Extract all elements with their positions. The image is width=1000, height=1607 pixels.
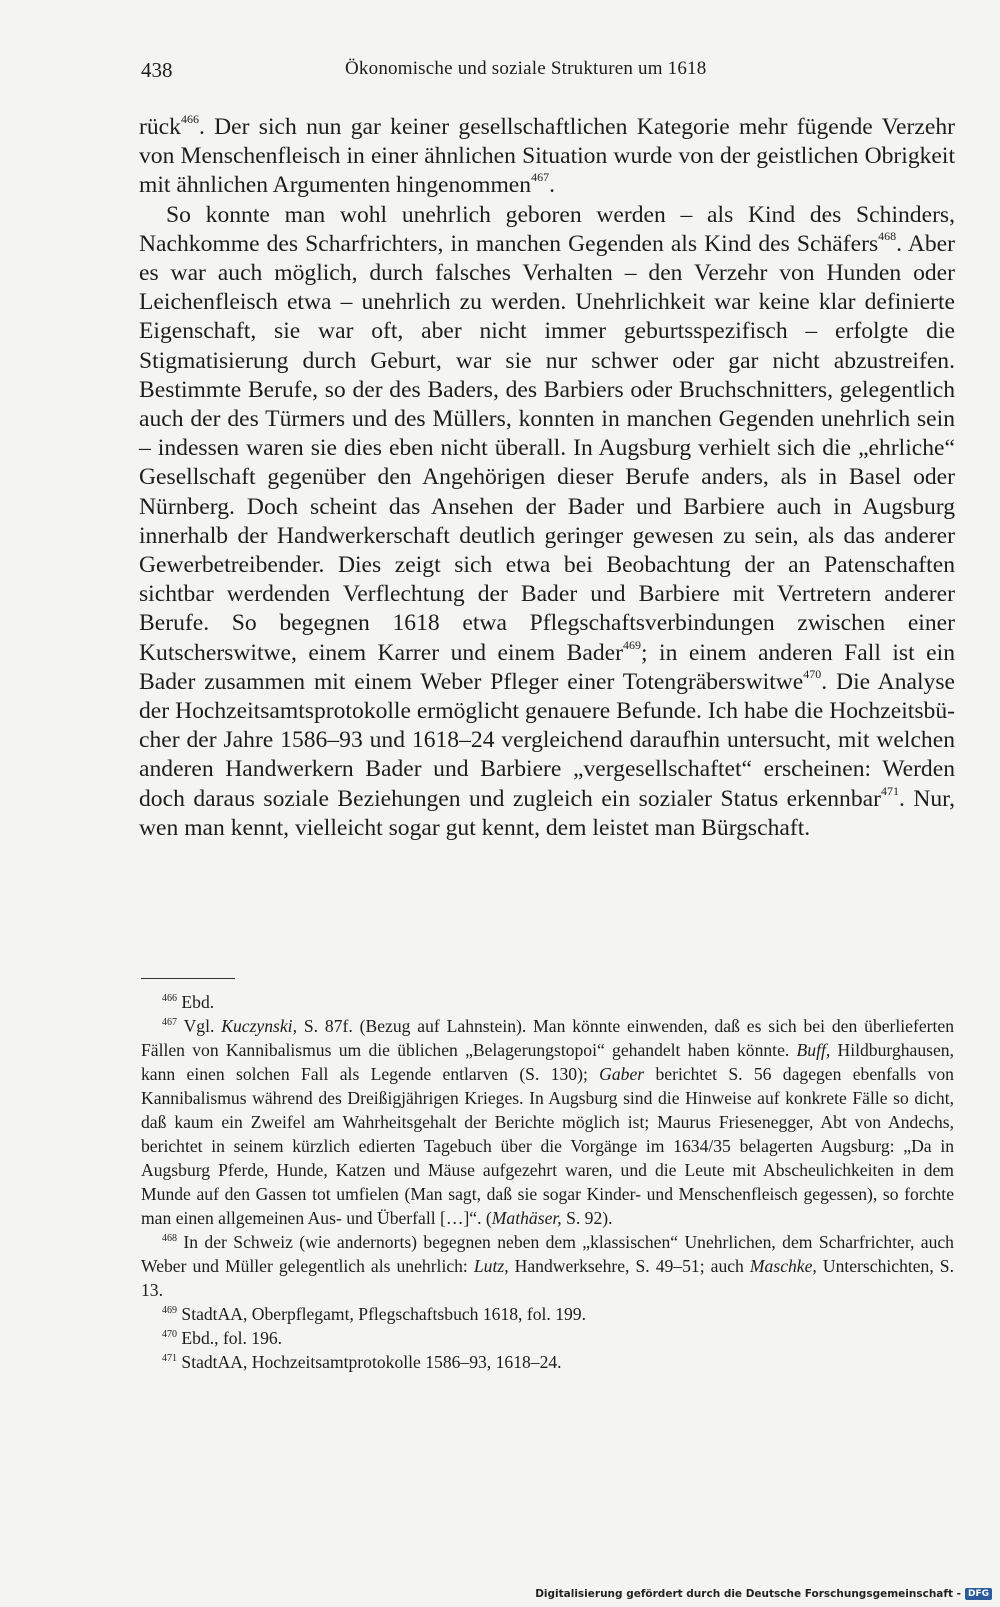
dfg-logo-icon: DFG xyxy=(965,1588,992,1600)
text-run: ; in einem anderen Fall ist ein Bader zusammen mit einem Weber Pfleger einer Totengräberswitwe xyxy=(139,639,955,695)
paragraph-1 xyxy=(139,113,955,201)
page-number: 438 xyxy=(141,58,173,82)
text-run: . Die Analyse der Hochzeitsamtsprotokolle ermöglicht genauere Befunde. Ich habe die Hochzeitsbücher der Jahre 1586–93 und 1618–24 vergleichend daraufhin untersucht, mit welchen anderen Handwerkern Bader und Barbiere „vergesellschaftet“ erscheinen: Werden doch daraus soziale Beziehungen und zugleich ein sozialer Status erkennbar xyxy=(139,668,955,812)
footnote-ref: 470 xyxy=(803,666,822,681)
footnotes xyxy=(141,990,954,1374)
footnote-number: 467 xyxy=(162,1017,177,1028)
text-run: . Der sich nun gar keiner gesellschaftlichen Kategorie mehr fügende Verzehr von Menschenfleisch in einer ähnlichen Situation wurde von der geistlichen Obrigkeit mit ähnlichen Argumenten hingenommen xyxy=(139,114,955,199)
footnote-471 xyxy=(141,1350,954,1374)
footnote-number: 471 xyxy=(162,1353,177,1364)
text-run: . Aber es war auch möglich, durch falsches Verhalten – den Verzehr von Hunden oder Leichenfleisch etwa – unehrlich zu werden. Unehrlichkeit war keine klar definierte Eigenschaft, sie war oft, aber nicht immer geburtsspezifisch – erfolgte die Stigmatisierung durch Geburt, war sie nur schwer oder gar nicht abzustreifen. Bestimmte Berufe, so der des Baders, des Barbiers oder Bruchschnitters, gelegentlich auch der des Türmers und des Müllers, konnten in manchen Gegenden unehrlich sein – indessen waren sie dies eben nicht überall. In Augsburg verhielt sich die „ehrliche“ Gesellschaft gegenüber den Angehörigen dieser Berufe anders, als in Basel oder Nürnberg. Doch scheint das Ansehen der Bader und Barbiere auch in Augsburg innerhalb der Handwerkerschaft deutlich geringer gewesen zu sein, als das anderer Gewerbetreibender. Dies zeigt sich etwa bei Beobachtung der an Patenschaften sichtbar werdenden Verflechtung der Bader und Barbiere mit Vertretern anderer Berufe. So begegnen 1618 etwa Pflegschaftsverbindungen zwischen einer Kutscherswitwe, einem Karrer und einem Bader xyxy=(139,230,955,666)
page-header xyxy=(141,58,941,88)
author-citation: Kuczynski, xyxy=(221,1016,297,1036)
footnote-text: Unterschichten, S. 13. xyxy=(141,1256,954,1300)
author-citation: Maschke, xyxy=(749,1256,817,1276)
text-run: rück xyxy=(139,114,181,140)
footnote-text: Ebd., fol. 196. xyxy=(181,1328,283,1348)
footnote-text: Ebd. xyxy=(181,992,215,1012)
footnote-number: 470 xyxy=(162,1329,177,1340)
running-title: Ökonomische und soziale Strukturen um 1618 xyxy=(345,58,707,79)
footnote-number: 469 xyxy=(162,1305,177,1316)
footnote-ref: 471 xyxy=(880,783,899,798)
author-citation: Lutz, xyxy=(473,1256,509,1276)
author-citation: Gaber xyxy=(599,1064,645,1084)
footnote-text: In der Schweiz (wie andernorts) begegnen neben dem „klassischen“ Unehrlichen, dem Scharfrichter, auch Weber und Müller gelegentlich als unehrlich: xyxy=(141,1232,954,1276)
footnote-text: Vgl. xyxy=(183,1016,222,1036)
text-run: So konnte man wohl unehrlich geboren werden – als Kind des Schinders, Nachkomme des Scharfrichters, in manchen Gegenden als Kind des Schäfers xyxy=(139,201,955,257)
footnote-number: 466 xyxy=(162,993,177,1004)
footnote-text: StadtAA, Hochzeitsamtprotokolle 1586–93, 1618–24. xyxy=(181,1352,562,1372)
body-text xyxy=(139,113,955,843)
credit-text: Digitalisierung gefördert durch die Deutsche Forschungsgemeinschaft - xyxy=(535,1588,961,1600)
text-run: . Nur, wen man kennt, vielleicht sogar gut kennt, dem leistet man Bürgschaft. xyxy=(139,785,955,841)
footnote-ref: 469 xyxy=(622,637,641,652)
footnote-text: S. 87f. (Bezug auf Lahnstein). Man könnte einwenden, daß es sich bei den überlieferten Fällen von Kannibalismus um die üblichen „Belagerungstopoi“ gehandelt haben könnte. xyxy=(141,1016,955,1060)
footnote-468 xyxy=(141,1230,954,1302)
paragraph-2 xyxy=(139,201,955,843)
digitization-credit xyxy=(535,1588,992,1600)
footnote-ref: 467 xyxy=(531,170,550,185)
footnote-469 xyxy=(141,1302,954,1326)
footnote-text: berichtet S. 56 dagegen ebenfalls von Kannibalismus während des Dreißigjährigen Krieges. In Augsburg sind die Hinweise auf konkrete Fälle so dicht, daß kaum ein Zweifel am Wahrheitsgehalt der Berichte möglich ist; Maurus Friesenegger, Abt von Andechs, berichtet in seinem kürzlich edierten Tagebuch über die Vorgänge im 1634/35 belagerten Augsburg: „Da in Augsburg Pferde, Hunde, Katzen und Mäuse aufgezehrt waren, und die Leute mit Abscheulichkeiten in dem Munde auf den Gassen tot umfielen (Man sagt, daß sie sogar Kinder- und Menschenfleisch gegessen), so forchte man einen allgemeinen Aus- und Überfall […]“. ( xyxy=(141,1064,954,1228)
footnote-text: S. 92). xyxy=(561,1208,613,1228)
footnote-ref: 466 xyxy=(180,112,199,126)
footnote-text: Handwerksehre, S. 49–51; auch xyxy=(508,1256,750,1276)
footnote-text: Hildburghausen, kann einen solchen Fall als Legende entlarven (S. 130); xyxy=(141,1040,954,1084)
footnote-467 xyxy=(141,1014,954,1230)
footnote-number: 468 xyxy=(162,1233,177,1244)
author-citation: Mathäser, xyxy=(491,1208,562,1228)
author-citation: Buff, xyxy=(796,1040,831,1060)
text-run: . xyxy=(549,172,555,199)
footnote-text: StadtAA, Oberpflegamt, Pflegschaftsbuch 1618, fol. 199. xyxy=(181,1304,586,1324)
footnote-divider xyxy=(141,978,235,979)
footnote-470 xyxy=(141,1326,954,1350)
footnote-466 xyxy=(141,990,954,1014)
footnote-ref: 468 xyxy=(878,228,897,243)
